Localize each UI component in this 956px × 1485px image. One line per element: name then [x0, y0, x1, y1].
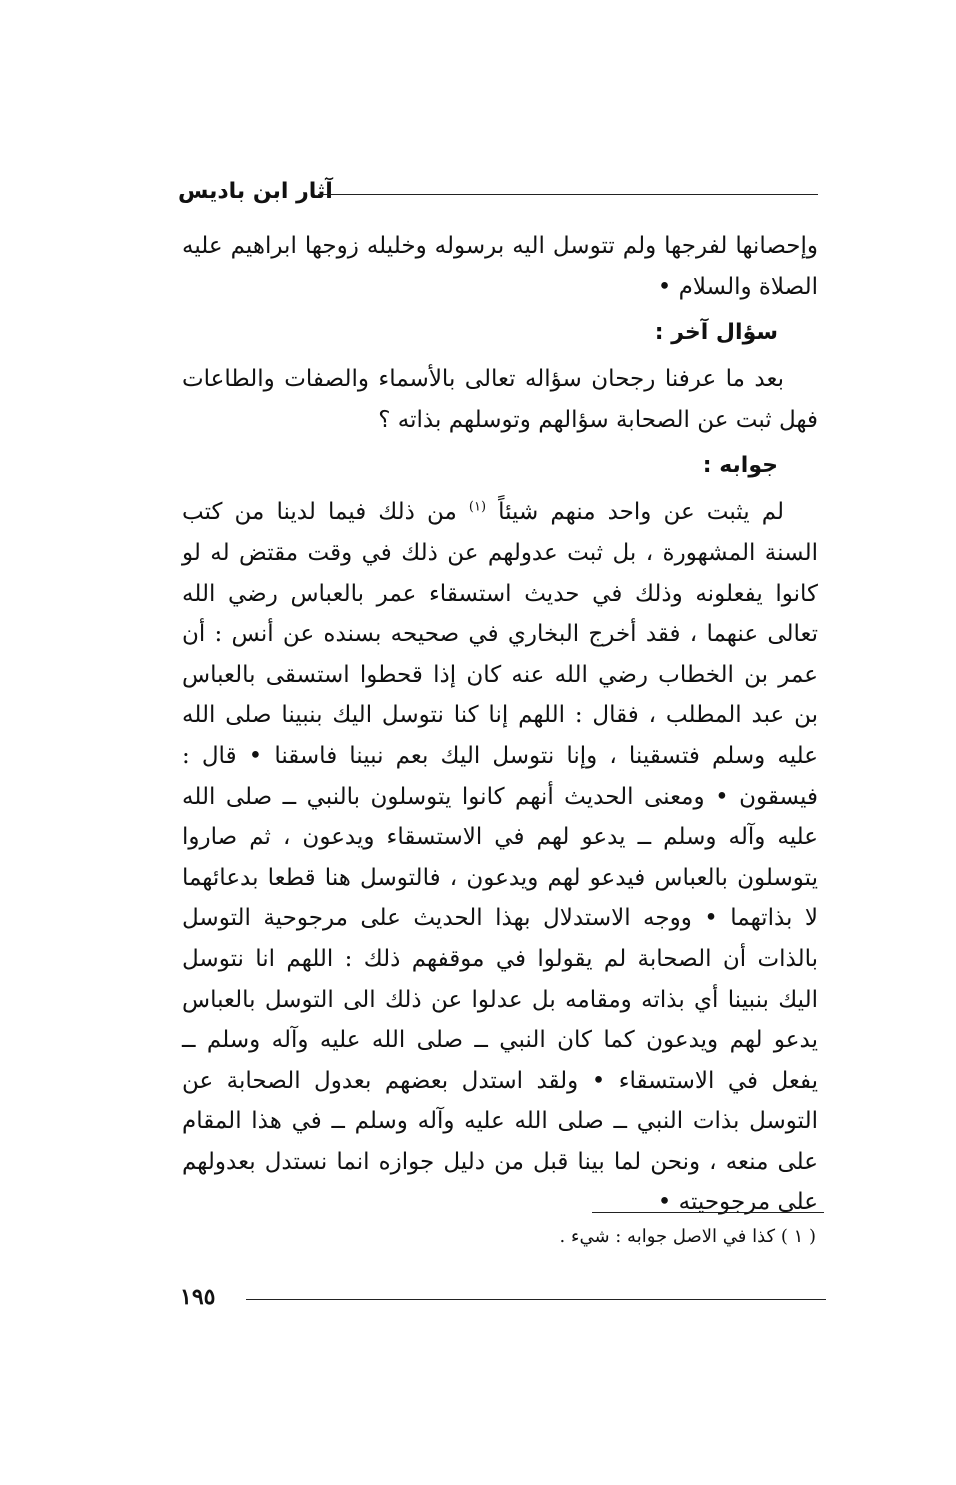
question-heading: سؤال آخر : [654, 320, 778, 346]
answer-text-before-note: لم يثبت عن واحد منهم شيئاً [498, 499, 785, 526]
running-title: آثار ابن باديس [178, 179, 333, 204]
running-header [178, 175, 818, 209]
footer-rule [246, 1299, 826, 1300]
page-number: ١٩٥ [180, 1284, 216, 1310]
question-paragraph: بعد ما عرفنا رجحان سؤاله تعالى بالأسماء والصفات والطاعات فهل ثبت عن الصحابة سؤالهم وتوسلهم بذاته ؟ [182, 366, 818, 433]
running-footer [180, 1282, 826, 1312]
footnote-rule [592, 1212, 824, 1213]
header-rule [318, 194, 818, 195]
footnote: ( ١ ) كذا في الاصل جوابه : شيء . [559, 1226, 816, 1247]
intro-paragraph: وإحصانها لفرجها ولم تتوسل اليه برسوله وخليله زوجها ابراهيم عليه الصلاة والسلام • [182, 233, 818, 300]
page-body [182, 226, 818, 1223]
answer-paragraph [182, 492, 818, 1223]
answer-heading: جوابه : [702, 453, 778, 479]
answer-text-after-note: من ذلك فيما لدينا من كتب السنة المشهورة ، بل ثبت عدولهم عن ذلك في وقت مقتض له لو كانوا يفعلونه وذلك في حديث استسقاء عمر بالعباس رضي الله تعالى عنهما ، فقد أخرج البخاري في صحيحه بسنده عن أنس : أن عمر بن الخطاب رضي الله عنه كان إذا قحطوا استسقى بالعباس بن عبد المطلب ، فقال : اللهم إنا كنا نتوسل اليك بنبينا صلى الله عليه وسلم فتسقينا ، وإنا نتوسل اليك بعم نبينا فاسقنا • قال : فيسقون • ومعنى الحديث أنهم كانوا يتوسلون بالنبي ــ صلى الله عليه وآله وسلم ــ يدعو لهم في الاستسقاء ويدعون ، ثم صاروا يتوسلون بالعباس فيدعو لهم ويدعون ، فالتوسل هنا قطعا بدعائهما لا بذاتهما • ووجه الاستدلال بهذا الحديث على مرجوحية التوسل بالذات أن الصحابة لم يقولوا في موقفهم ذلك : اللهم انا نتوسل اليك بنبينا أي بذاته ومقامه بل عدلوا عن ذلك الى التوسل بالعباس يدعو لهم ويدعون كما كان النبي ــ صلى الله عليه وآله وسلم ــ يفعل في الاستسقاء • ولقد استدل بعضهم بعدول الصحابة عن التوسل بذات النبي ــ صلى الله عليه وآله وسلم ــ في هذا المقام على منعه ، ونحن لما بينا قبل من دليل جوازه انما نستدل بعدولهم على مرجوحيته • [182, 499, 818, 1216]
footnote-marker: (١) [468, 499, 487, 515]
